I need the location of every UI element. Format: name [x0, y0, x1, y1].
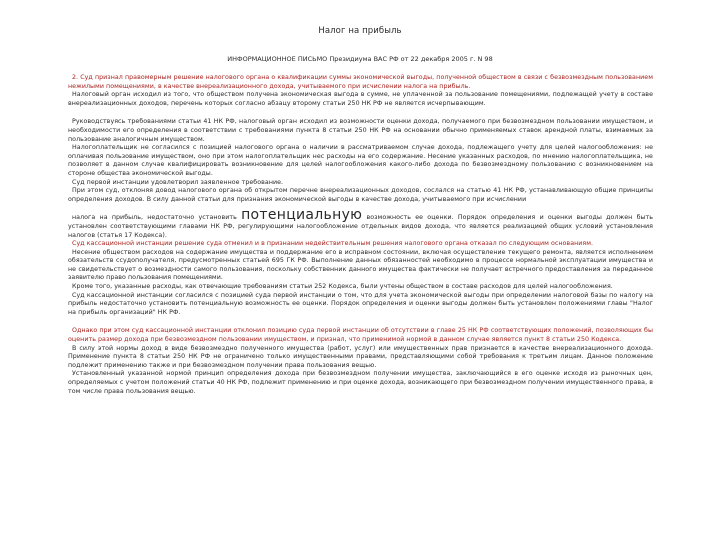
paragraph: Суд первой инстанции удовлетворил заявленное требование.	[72, 178, 284, 186]
paragraph: Несение обществом расходов на содержание имущества и поддержание его в исправном состоянии, включая осуществление текущего ремонта, является исполнением обязательств ссудополучателя, предусмотренных статьей 695 ГК РФ. Выполнение данных обязанностей необходимо в процессе нормальной эксплуатации имущества и не свидетельствует о возмездности самого пользования, поскольку собственник данного имущества фактически не получает встречного предоставления за переданное заявителю право пользования помещениями.	[68, 248, 653, 282]
paragraph: Налоговый орган исходил из того, что обществом получена экономическая выгода в сумме, не уплаченной за пользование помещениями, подлежащей учету в составе внереализационных доходов, перечень которых согласно абзацу второму статьи 250 НК РФ не является исчерпывающим.	[68, 91, 653, 107]
paragraph: Суд кассационной инстанции решение суда отменил и в признании недействительным решения налогового органа отказал по следующим основаниям.	[72, 240, 594, 248]
document-body	[68, 74, 653, 396]
paragraph: Однако при этом суд кассационной инстанции отклонил позицию суда первой инстанции об отсутствии в главе 25 НК РФ соответствующих положений, позволяющих бы оценить размер дохода при безвозмездном пользовании имуществом, и признал, что применимой нормой в данном случае является пункт 8 статьи 250 Кодекса.	[68, 327, 653, 344]
paragraph: В силу этой нормы доход в виде безвозмездно полученного имущества (работ, услуг) или имущественных прав признается в качестве внереализационного дохода. Применение пункта 8 статьи 250 НК РФ не ограничено только имущественными правами, представляющими собой требования к третьим лицам. Данное положение подлежит применению также и при безвозмездном получении права пользования вещью.	[68, 344, 653, 369]
paragraph: Кроме того, указанные расходы, как отвечающие требованиям статьи 252 Кодекса, были учтены обществом в составе расходов для целей налогообложения.	[72, 283, 613, 291]
paragraph-text-before: налога на прибыль, недостаточно установить	[72, 214, 242, 222]
paragraph: Суд кассационной инстанции согласился с позицией суда первой инстанции о том, что для учета экономической выгоды при определении налоговой базы по налогу на прибыль недостаточно установить потенциальную возможность ее оценки. Порядок определения и оценки выгоды должен быть установлен положениями главы "Налог на прибыль организаций" НК РФ.	[68, 291, 653, 316]
paragraph: Налогоплательщик не согласился с позицией налогового органа о наличии в рассматриваемом случае дохода, подлежащего учету для целей налогообложения: не оплачивая пользование имуществом, оно при этом налогоплательщик нес расходы на его содержание. Несение указанных расходов, по мнению налогоплательщика, не позволяет в данном случае квалифицировать возникновение для целей налогообложения какого-либо дохода по безвозмездному пользованию с возникновением на стороне общества экономической выгоды.	[68, 144, 653, 177]
paragraph: При этом суд, отклоняя довод налогового органа об открытом перечне внереализационных доходов, сослался на статью 41 НК РФ, устанавливающую общие принципы определения доходов. В силу данной статьи для признания экономической выгоды в качестве дохода, учитываемого при исчислении	[68, 187, 653, 203]
paragraph: Установленный указанной нормой принцип определения дохода при безвозмездном получении имущества, заключающийся в его оценке исходя из рыночных цен, определяемых с учетом положений статьи 40 НК РФ, подлежит применению и при оценке дохода, возникающего при безвозмездном получении имущественного права, в том числе права пользования вещью.	[68, 370, 653, 395]
paragraph	[68, 207, 654, 240]
enlarged-word: потенциальную	[241, 207, 363, 224]
document-title: Налог на прибыль	[318, 26, 402, 36]
paragraph-text-after: возможность ее оценки. Порядок определения и оценки выгоды должен быть установлен соответствующими главами НК РФ, регулирующими налогообложение отдельных видов дохода, что является реализацией общих условий установления налогов (статья 17 Кодекса).	[68, 214, 654, 239]
paragraph: Руководствуясь требованиями статьи 41 НК РФ, налоговый орган исходил из возможности оценки дохода, получаемого при безвозмездном пользовании имуществом, и необходимости его определения в соответствии с требованиями пункта 8 статьи 250 НК РФ на основании обычно применяемых ставок арендной платы, взимаемых за пользование аналогичным имуществом.	[68, 118, 653, 143]
letter-header: ИНФОРМАЦИОННОЕ ПИСЬМО Президиума ВАС РФ от 22 декабря 2005 г. N 98	[227, 55, 493, 63]
paragraph: 2. Суд признал правомерным решение налогового органа о квалификации суммы экономической выгоды, полученной обществом в связи с безвозмездным пользованием нежилыми помещениями, в качестве внереализационного дохода, учитываемого при исчислении налога на прибыль.	[68, 74, 653, 90]
